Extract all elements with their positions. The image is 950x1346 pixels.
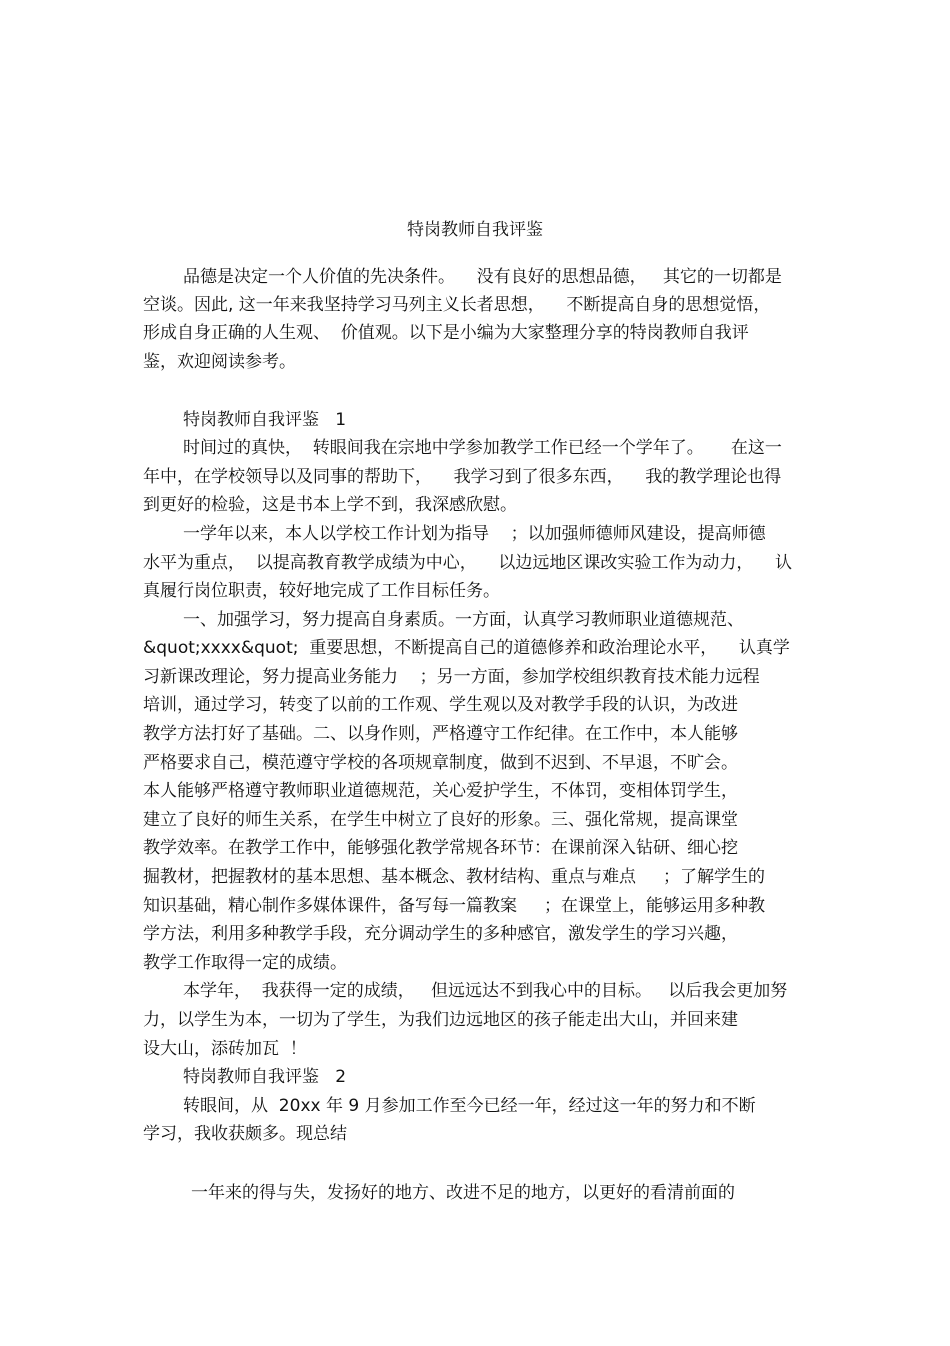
- body-line: 习新课改理论，努力提高业务能力 ；另一方面，参加学校组织教育技术能力远程: [143, 667, 760, 687]
- body-line: 到更好的检验，这是书本上学不到，我深感欣慰。: [143, 495, 517, 515]
- body-line: 教学效率。在教学工作中，能够强化教学常规各环节：在课前深入钻研、细心挖: [143, 838, 738, 858]
- body-line: 时间过的真快， 转眼间我在宗地中学参加教学工作已经一个学年了。 在这一: [183, 438, 782, 458]
- body-line: 力，以学生为本，一切为了学生，为我们边远地区的孩子能走出大山，并回来建: [143, 1010, 738, 1030]
- body-line: 教学方法打好了基础。二、以身作则，严格遵守工作纪律。在工作中，本人能够: [143, 724, 738, 744]
- body-line: 严格要求自己，模范遵守学校的各项规章制度，做到不迟到、不早退，不旷会。: [143, 753, 738, 773]
- body-line: 本学年， 我获得一定的成绩， 但远远达不到我心中的目标。 以后我会更加努: [183, 981, 788, 1001]
- body-line: 知识基础，精心制作多媒体课件，备写每一篇教案 ；在课堂上，能够运用多种教: [143, 896, 766, 916]
- section-heading: 特岗教师自我评鉴 2: [183, 1067, 347, 1087]
- intro-line: 形成自身正确的人生观、 价值观。以下是小编为大家整理分享的特岗教师自我评: [143, 323, 749, 343]
- body-line: 建立了良好的师生关系，在学生中树立了良好的形象。三、强化常规，提高课堂: [143, 810, 738, 830]
- body-line: 转眼间，从 20xx 年 9 月参加工作至今已经一年，经过这一年的努力和不断: [183, 1096, 756, 1116]
- body-line: 教学工作取得一定的成绩。: [143, 953, 347, 973]
- intro-line: 品德是决定一个人价值的先决条件。 没有良好的思想品德， 其它的一切都是: [183, 267, 782, 287]
- body-line: &quot;xxxx&quot; 重要思想，不断提高自己的道德修养和政治理论水平， 认真学: [143, 638, 790, 658]
- body-line: 学习，我收获颇多。现总结: [143, 1124, 347, 1144]
- body-line: 学方法，利用多种教学手段，充分调动学生的多种感官，激发学生的学习兴趣，: [143, 924, 738, 944]
- document-title: 特岗教师自我评鉴: [407, 220, 543, 240]
- body-line: 掘教材，把握教材的基本思想、基本概念、教材结构、重点与难点 ；了解学生的: [143, 867, 766, 887]
- body-line: 一、加强学习，努力提高自身素质。一方面，认真学习教师职业道德规范、: [183, 610, 744, 630]
- body-line: 真履行岗位职责，较好地完成了工作目标任务。: [143, 581, 500, 601]
- body-line: 设大山，添砖加瓦 ！: [143, 1039, 307, 1059]
- body-line: 一年来的得与失，发扬好的地方、改进不足的地方，以更好的看清前面的: [191, 1183, 735, 1203]
- body-line: 培训，通过学习，转变了以前的工作观、学生观以及对教学手段的认识，为改进: [143, 695, 738, 715]
- body-line: 水平为重点， 以提高教育教学成绩为中心， 以边远地区课改实验工作为动力， 认: [143, 553, 793, 573]
- intro-line: 鉴，欢迎阅读参考。: [143, 352, 296, 372]
- section-heading: 特岗教师自我评鉴 1: [183, 410, 347, 430]
- body-line: 一学年以来，本人以学校工作计划为指导 ；以加强师德师风建设，提高师德: [183, 524, 766, 544]
- body-line: 本人能够严格遵守教师职业道德规范，关心爱护学生，不体罚，变相体罚学生，: [143, 781, 738, 801]
- intro-line: 空谈。因此, 这一年来我坚持学习马列主义长者思想， 不断提高自身的思想觉悟，: [143, 295, 771, 315]
- body-line: 年中，在学校领导以及同事的帮助下， 我学习到了很多东西， 我的教学理论也得: [143, 467, 782, 487]
